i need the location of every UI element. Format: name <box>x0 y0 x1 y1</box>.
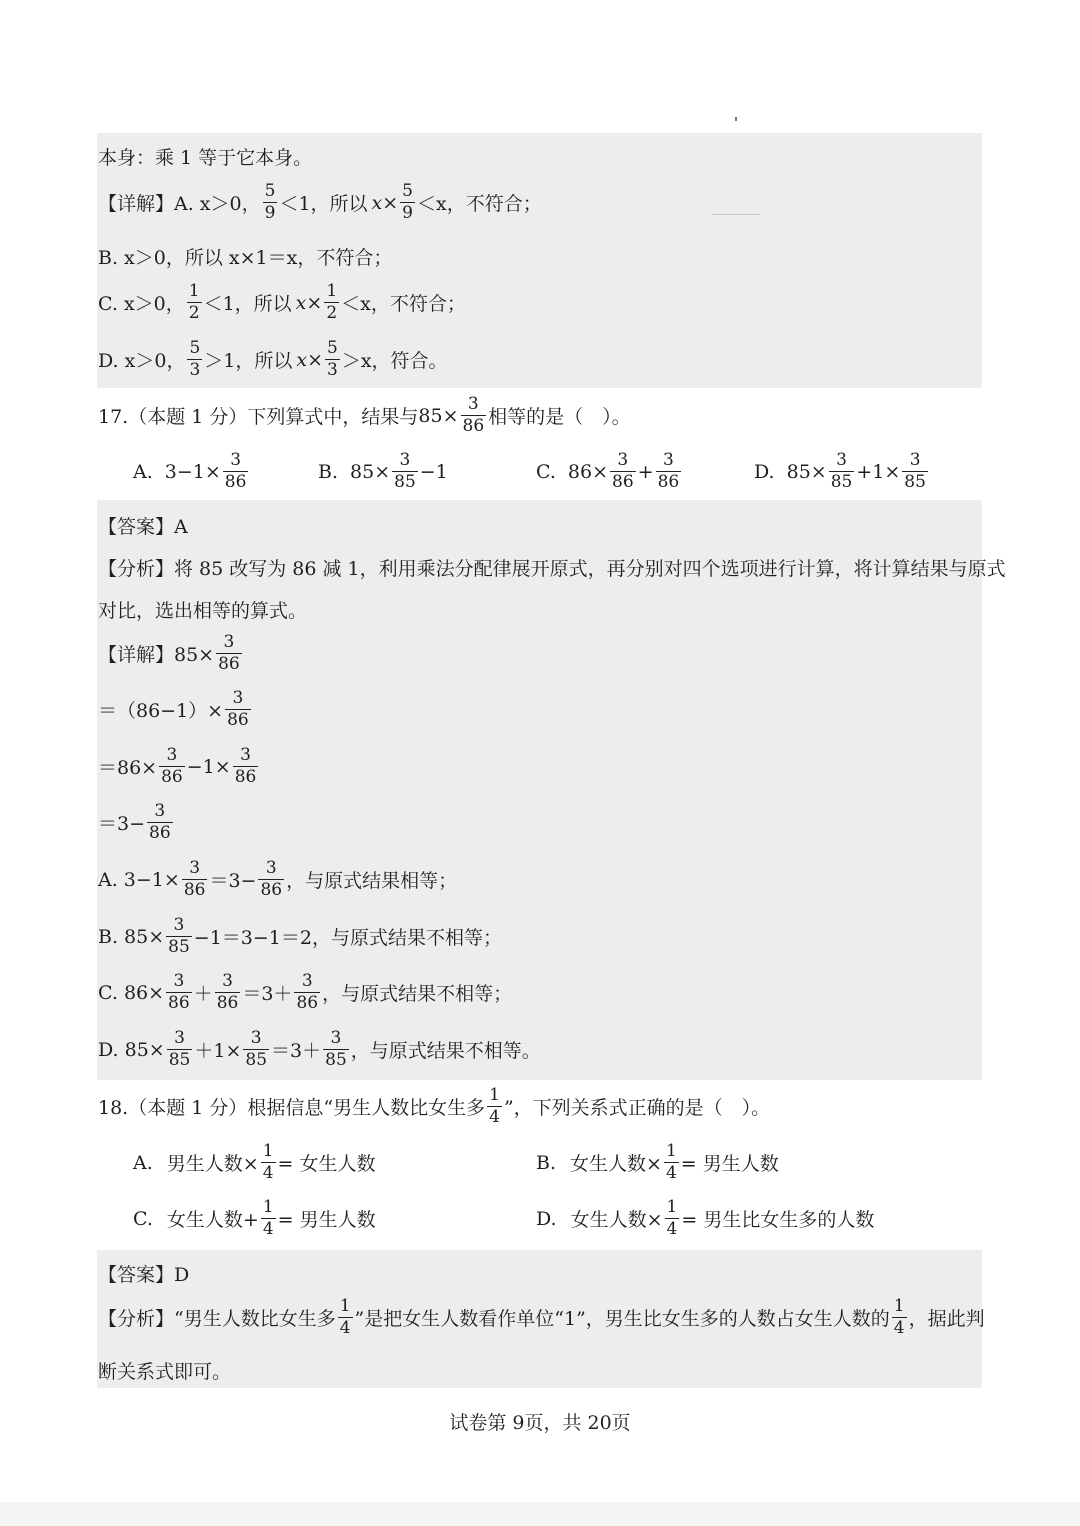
fraction: $\frac{3}{86}$ <box>234 745 257 787</box>
detail-option-c: C. x＞0， $\frac{1}{2}$ ＜1，所以 x× $\frac{1}{2}$ ＜x，不符合； <box>98 281 466 323</box>
fraction: $\frac{3}{86}$ <box>183 858 206 900</box>
fraction: $\frac{3}{86}$ <box>296 971 319 1013</box>
fraction: $\frac{3}{86}$ <box>161 745 183 787</box>
fraction: $\frac{1}{4}$ <box>489 1085 500 1127</box>
fraction: $\frac{3}{85}$ <box>830 450 853 492</box>
q18-analysis-line2: 断关系式即可。 <box>98 1361 232 1383</box>
fraction: $\frac{3}{85}$ <box>168 1028 191 1070</box>
question-17-stem: 17.（本题 1 分）下列算式中，结果与 85× $\frac{3}{86}$ 相等的是（ ）。 <box>98 394 631 436</box>
fraction: $\frac{1}{4}$ <box>262 1197 274 1239</box>
fraction: $\frac{3}{86}$ <box>462 394 485 436</box>
fraction: $\frac{3}{86}$ <box>227 688 249 730</box>
fraction: $\frac{1}{4}$ <box>666 1197 678 1239</box>
question-18-stem: 18.（本题 1 分）根据信息“男生人数比女生多 $\frac{1}{4}$ ”，下列关系式正确的是（ ）。 <box>98 1085 771 1127</box>
q17-option-d: D. 85× $\frac{3}{85}$ +1× $\frac{3}{85}$ <box>754 450 926 492</box>
q17-option-a: A. 3−1× $\frac{3}{86}$ <box>133 450 247 492</box>
detail-option-a: 【详解】A. x＞0， $\frac{5}{9}$ ＜1，所以 x× $\frac{5}{9}$ ＜x，不符合； <box>98 181 542 223</box>
fraction: $\frac{1}{4}$ <box>339 1296 351 1338</box>
fraction: $\frac{3}{85}$ <box>904 450 926 492</box>
fraction: $\frac{1}{4}$ <box>262 1141 274 1183</box>
q18-option-b: B. 女生人数× $\frac{1}{4}$ = 男生人数 <box>536 1141 779 1183</box>
fraction: $\frac{3}{85}$ <box>168 915 190 957</box>
scan-edge <box>0 1502 1080 1526</box>
q18-answer: 【答案】D <box>98 1264 190 1286</box>
q18-option-c: C. 女生人数+ $\frac{1}{4}$ = 男生人数 <box>133 1197 376 1239</box>
scan-mark <box>735 117 737 121</box>
fraction: $\frac{3}{86}$ <box>216 971 239 1013</box>
fraction: $\frac{3}{86}$ <box>224 450 247 492</box>
fraction: $\frac{5}{9}$ <box>264 181 276 223</box>
q17-option-b: B. 85× $\frac{3}{85}$ −1 <box>318 450 448 492</box>
q17-analysis-line2: 对比，选出相等的算式。 <box>98 600 308 622</box>
page-footer: 试卷第 9页，共 20页 <box>449 1412 631 1434</box>
q18-option-d: D. 女生人数× $\frac{1}{4}$ = 男生比女生多的人数 <box>536 1197 875 1239</box>
q17-check-a: A. 3−1× $\frac{3}{86}$ ＝3− $\frac{3}{86}$ ，与原式结果相等； <box>98 858 458 900</box>
fraction: $\frac{1}{2}$ <box>326 281 338 323</box>
q17-check-c: C. 86× $\frac{3}{86}$ ＋ $\frac{3}{86}$ ＝3＋ $\frac{3}{86}$ ，与原式结果不相等； <box>98 971 513 1013</box>
q18-option-a: A. 男生人数× $\frac{1}{4}$ = 女生人数 <box>133 1141 376 1183</box>
fraction: $\frac{3}{86}$ <box>612 450 634 492</box>
fraction: $\frac{1}{2}$ <box>188 281 200 323</box>
q17-analysis-line1: 【分析】将 85 改写为 86 减 1，利用乘法分配律展开原式，再分别对四个选项进行计算，将计算结果与原式 <box>98 558 1006 580</box>
fraction: $\frac{3}{86}$ <box>149 801 171 843</box>
fraction: $\frac{5}{3}$ <box>327 338 338 380</box>
fraction: $\frac{3}{86}$ <box>657 450 680 492</box>
fraction: $\frac{3}{86}$ <box>260 858 283 900</box>
fraction: $\frac{5}{3}$ <box>189 338 201 380</box>
fraction: $\frac{5}{9}$ <box>402 181 413 223</box>
fraction: $\frac{1}{4}$ <box>893 1296 905 1338</box>
q17-check-b: B. 85× $\frac{3}{85}$ −1＝3−1＝2，与原式结果不相等； <box>98 915 502 957</box>
fraction: $\frac{1}{4}$ <box>665 1141 677 1183</box>
fraction: $\frac{3}{86}$ <box>168 971 190 1013</box>
detail-option-d: D. x＞0， $\frac{5}{3}$ ＞1，所以 x× $\frac{5}{3}$ ＞x，符合。 <box>98 338 448 380</box>
q17-detail: 【详解】85× $\frac{3}{86}$ <box>98 632 240 674</box>
q17-option-c: C. 86× $\frac{3}{86}$ + $\frac{3}{86}$ <box>536 450 680 492</box>
q17-answer: 【答案】A <box>98 516 188 538</box>
q17-step-1: ＝（86−1）× $\frac{3}{86}$ <box>98 688 249 730</box>
fraction: $\frac{3}{86}$ <box>218 632 240 674</box>
q18-analysis-line1: 【分析】“男生人数比女生多 $\frac{1}{4}$ ”是把女生人数看作单位“1”，男生比女生多的人数占女生人数的 $\frac{1}{4}$ ，据此判 <box>98 1296 985 1338</box>
q17-step-3: ＝3− $\frac{3}{86}$ <box>98 801 171 843</box>
fraction: $\frac{3}{85}$ <box>245 1028 268 1070</box>
detail-option-b: B. x＞0，所以 x×1＝x，不符合； <box>98 247 393 269</box>
q17-step-2: ＝86× $\frac{3}{86}$ −1× $\frac{3}{86}$ <box>98 745 257 787</box>
fraction: $\frac{3}{85}$ <box>325 1028 347 1070</box>
fraction: $\frac{3}{85}$ <box>394 450 416 492</box>
line-identity: 本身：乘 1 等于它本身。 <box>98 147 313 169</box>
q17-check-d: D. 85× $\frac{3}{85}$ ＋1× $\frac{3}{85}$ ＝3＋ $\frac{3}{85}$ ，与原式结果不相等。 <box>98 1028 541 1070</box>
